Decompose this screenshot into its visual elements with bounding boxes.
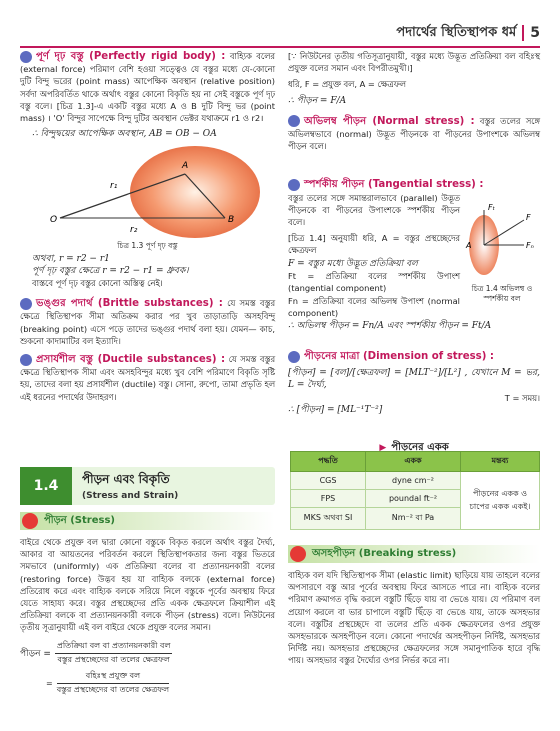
stress-eq: ∴ পীড়ন = F/A xyxy=(288,95,347,106)
newton-note: [∵ নিউটনের তৃতীয় গতিসূত্রানুযায়ী, বস্তুর মধ্যে উদ্ভূত প্রতিক্রিয়া বল বহিঃস্থ প্রযুক্ত বলের সমান এবং বিপরীতমুখী।] xyxy=(288,51,540,74)
svg-text:A: A xyxy=(466,241,472,250)
rigid-body-text: বাহ্যিক বলের (external force) পরিমাণ বেশি হওয়া সত্ত্বেও যে বস্তুর মধ্যে যে-কোনো দুটি বিন্দু ভরের (point mass) আপেক্ষিক অবস্থান (relative position) সর্বদা অপরিবর্তিত থাকে অর্থাৎ বস্তুর কোনো বিকৃতি হয় না সেই বস্তুকে পূর্ণ দৃঢ় বস্তু বলে। [চিত্র 1.3]-এ একটি বস্তুর মধ্যে A ও B দুটি বিন্দু ভর (point mass) । 'O' বিন্দুর সাপেক্ষে বিন্দু দুটির অবস্থান ভেক্টর যথাক্রমে r1 ও r2। xyxy=(20,51,275,124)
ductile-heading: প্রসার্যশীল বস্তু (Ductile substances) : xyxy=(36,354,226,366)
rigid-body-note: বাস্তবে পূর্ণ দৃঢ় বস্তুর কোনো অস্তিত্ব নেই। xyxy=(32,278,163,289)
bullet-icon xyxy=(20,51,32,63)
svg-text:r₁: r₁ xyxy=(110,181,118,192)
normal-stress-paragraph xyxy=(288,115,540,153)
table-cell: CGS xyxy=(291,472,366,490)
section-banner xyxy=(20,467,275,505)
dimension-result: ∴ [পীড়ন] = [ML⁻¹T⁻²] xyxy=(288,404,383,415)
bullet-icon xyxy=(20,354,32,366)
tangential-heading: স্পর্শকীয় পীড়ন (Tangential stress) : xyxy=(304,179,484,190)
stress-body xyxy=(20,536,275,697)
formula-numerator: প্রতিক্রিয়া বল বা প্রত্যানয়নকারী বল xyxy=(55,640,173,654)
tangential-text-col xyxy=(288,192,460,319)
normal-stress-heading: অভিলম্ব পীড়ন (Normal stress) : xyxy=(304,115,475,127)
svg-text:O: O xyxy=(50,215,58,226)
unit-table-header: পদ্ধতি xyxy=(291,452,366,472)
breaking-heading: অসহপীড়ন (Breaking stress) xyxy=(312,547,457,559)
def-Ft: Ft = প্রতিক্রিয়া বলের স্পর্শকীয় উপাংশ (tangential component) xyxy=(288,271,460,294)
rigid-body-diagram xyxy=(20,140,275,240)
unit-table xyxy=(290,451,540,530)
rigid-body-heading: পূর্ণ দৃঢ় বস্তু (Perfectly rigid body) : xyxy=(36,51,226,62)
normal-stress-text: বস্তুর তলের সঙ্গে অভিলম্বভাবে (normal) উদ্ভূত পীড়নকে বা পীড়নের উপাংশকে অভিলম্ব পীড়ন বলে। xyxy=(288,115,541,152)
section-subtitle: (Stress and Strain) xyxy=(82,491,179,501)
table-note: পীড়নের একক ও চাপের একক একই। xyxy=(461,472,540,530)
stress-components-eq-wrap xyxy=(288,320,540,332)
figure-1-4 xyxy=(462,200,542,304)
page-header xyxy=(396,22,540,44)
constant-eq: পূর্ণ দৃঢ় বস্তুর ক্ষেত্রে r = r2 − r1 = ধ্রুবক। xyxy=(32,265,189,276)
stress-formula-1 xyxy=(20,640,275,667)
figure-ref-text: [চিত্র 1.4] অনুযায়ী ধরি, A = বস্তুর প্রস্থচ্ছেদের ক্ষেত্রফল xyxy=(288,232,460,255)
def-F: F = বস্তুর মধ্যে উদ্ভূত প্রতিক্রিয়া বল xyxy=(288,259,418,270)
section-title: পীড়ন এবং বিকৃতি xyxy=(82,472,170,486)
gear-icon xyxy=(290,546,306,562)
bullet-icon xyxy=(288,179,300,191)
dimension-heading: পীড়নের মাত্রা (Dimension of stress) : xyxy=(304,351,495,362)
svg-text:B: B xyxy=(228,215,235,226)
svg-text:A: A xyxy=(182,161,189,172)
brittle-text: যে সমস্ত বস্তুর ক্ষেত্রে স্থিতিস্থাপক সীমা অতিক্রম করার পর খুব তাড়াতাড়ি অসহবিন্দু (breaking point) এসে পড়ে তাদের ভঙ্গুর পদার্থ বলা হয়। যেমন— কাচ, শুকনো কাদামাটির বল ইত্যাদি। xyxy=(20,298,276,346)
breaking-body xyxy=(288,569,540,667)
page-number: 5 xyxy=(530,25,540,41)
rigid-body-shape xyxy=(130,146,260,238)
rigid-body-paragraph xyxy=(20,50,275,124)
formula-denominator: বস্তুর প্রস্থচ্ছেদের বা তলের ক্ষেত্রফল xyxy=(56,684,170,694)
bullet-icon xyxy=(288,351,300,363)
section-number: 1.4 xyxy=(20,467,72,505)
unit-table-header: মন্তব্য xyxy=(461,452,540,472)
svg-text:Fₜ: Fₜ xyxy=(488,203,495,212)
relative-position-eq: ∴ বিন্দুদ্বয়ের আপেক্ষিক অবস্থান, AB = OB − OA xyxy=(32,129,217,140)
stress-components-eq: ∴ অভিলম্ব পীড়ন = Fn/A এবং স্পর্শকীয় পীড়ন = Ft/A xyxy=(288,321,492,331)
gear-icon xyxy=(22,513,38,529)
stress-heading: পীড়ন (Stress) xyxy=(44,514,115,526)
table-cell: dyne cm⁻² xyxy=(366,472,461,490)
svg-text:r₂: r₂ xyxy=(130,225,138,236)
formula-denominator: বস্তুর প্রস্থচ্ছেদের বা তলের ক্ষেত্রফল xyxy=(57,654,170,664)
dimension-eq: [পীড়ন] = [বল]/[ক্ষেত্রফল] = [MLT⁻²]/[L²] , যেখানে M = ভর, L = দৈর্ঘ্য, xyxy=(288,368,540,391)
tangential-heading-line xyxy=(288,178,540,191)
force-components-diagram xyxy=(462,200,542,280)
stress-formula-2: = বহিঃস্থ প্রযুক্ত বল বস্তুর প্রস্থচ্ছেদের বা তলের ক্ষেত্রফল xyxy=(20,670,275,697)
header-divider xyxy=(522,25,524,41)
table-cell: poundal ft⁻² xyxy=(366,490,461,508)
unit-table-wrap xyxy=(290,451,540,530)
figure-1-4-caption: চিত্র 1.4 অভিলম্ব ও স্পর্শকীয় বল xyxy=(471,284,533,303)
table-cell: FPS xyxy=(291,490,366,508)
stress-heading-bar xyxy=(20,512,275,530)
chapter-title: পদার্থের স্থিতিস্থাপক ধর্ম xyxy=(396,24,517,40)
brittle-heading: ভঙ্গুর পদার্থ (Brittle substances) : xyxy=(36,298,223,310)
breaking-text: বাহ্যিক বল যদি স্থিতিস্থাপক সীমা (elastic limit) ছাড়িয়ে যায় তাহলে বলের অপসারণে বস্তু আর পূর্বের অবস্থায় ফিরে আসতে পারে না। বাহ্যিক বলের পরিমাণ ক্রমাগত বৃদ্ধি করলে বস্তুটি ছিঁড়ে যায় বা ভেঙে যায়। যে পরিমাণ বল প্রয়োগ করলে বা ভার চাপালে বস্তুটি ছিঁড়ে বা ভেঙে যায়, তাকে অসহভার বলে। বস্তুটির প্রস্থচ্ছেদে বা তলের প্রতি একক ক্ষেত্রফলের ওপর প্রযুক্ত অসহভারকে অসহপীড়ন বলে। কোনো পদার্থের অসহপীড়ন নির্দিষ্ট, অসহভার নির্দিষ্ট নয়। অসহভার প্রস্থচ্ছেদের ক্ষেত্রফলের সঙ্গে সমানুপাতিক হারে বৃদ্ধি পায়। অসহভার বস্তুর দৈর্ঘ্যের ওপর নির্ভর করে না। xyxy=(288,570,540,666)
formula-lhs: পীড়ন = xyxy=(20,648,51,659)
header-rule xyxy=(20,46,540,48)
right-column xyxy=(288,50,540,152)
stress-text: বাইরে থেকে প্রযুক্ত বল দ্বারা কোনো বস্তুকে বিকৃত করলে অর্থাৎ বস্তুর দৈর্ঘ্য, আকার বা আয়তনের পরিবর্তন করলে স্থিতিস্থাপকতার জন্য বস্তুর ভিতরে সমভাবে (uniformly) এক প্রতিক্রিয়া বলের বা প্রত্যানয়নকারী বলের (restoring force) উদ্ভব হয় যা বাহ্যিক বলকে (external force) প্রতিরোধ করে এবং বাহ্যিক বলকে সরিয়ে নিলে বস্তুকে পূর্বের অবস্থায় ফিরে যেতে সাহায্য করে। বস্তুর প্রস্থচ্ছেদের প্রতি একক ক্ষেত্রফলে ক্রিয়াশীল এই প্রতিক্রিয়া বলকে বা প্রত্যানয়নকারী বলকে পীড়ন (stress) বলে। নিউটনের তৃতীয় সূত্রানুযায়ী এই বল বাইরে থেকে প্রযুক্ত বলের সমান। xyxy=(20,537,275,633)
vector-eq: অথবা, r = r2 − r1 xyxy=(32,253,110,264)
tangential-block xyxy=(288,178,540,191)
figure-1-3-caption: চিত্র 1.3 পূর্ণ দৃঢ় বস্তু xyxy=(117,241,178,251)
triangle-bullet-icon: ▶ xyxy=(379,443,387,453)
unit-heading: পীড়নের একক xyxy=(391,442,449,453)
brittle-paragraph xyxy=(20,297,275,347)
table-cell: MKS অথবা SI xyxy=(291,508,366,530)
figure-1-3 xyxy=(20,140,275,240)
table-cell: Nm⁻² বা Pa xyxy=(366,508,461,530)
bullet-icon xyxy=(288,115,300,127)
left-column xyxy=(20,50,275,403)
ductile-text: যে সমস্ত বস্তুর ক্ষেত্রে স্থিতিস্থাপক সীমা এবং অসহবিন্দুর মধ্যে খুব বেশি পরিমাণে বিকৃতি সৃষ্টি হয়, তাদের বলা হয় প্রসার্যশীল (ductile) বস্তু। সোনা, রুপো, তামা প্রভৃতি হল এই ধরনের পদার্থের উদাহরণ। xyxy=(20,354,276,402)
table-row xyxy=(291,472,540,490)
def-Fn: Fn = প্রতিক্রিয়া বলের অভিলম্ব উপাংশ (normal component) xyxy=(288,295,460,318)
tangential-text: বস্তুর তলের সঙ্গে সমান্তরালভাবে (parallel) উদ্ভূত পীড়নকে বা পীড়নের উপাংশকে স্পর্শকীয় পীড়ন বলে। xyxy=(288,193,460,228)
dimension-block xyxy=(288,350,540,416)
let-definitions: ধরি, F = প্রযুক্ত বল, A = ক্ষেত্রফল xyxy=(288,79,406,90)
formula-numerator: বহিঃস্থ প্রযুক্ত বল xyxy=(57,670,169,684)
svg-text:F: F xyxy=(526,213,531,222)
unit-table-header: একক xyxy=(366,452,461,472)
dimension-t: T = সময়। xyxy=(504,392,540,403)
svg-text:Fₙ: Fₙ xyxy=(526,241,534,250)
bullet-icon xyxy=(20,298,32,310)
ductile-paragraph xyxy=(20,353,275,403)
breaking-heading-bar xyxy=(288,545,540,563)
